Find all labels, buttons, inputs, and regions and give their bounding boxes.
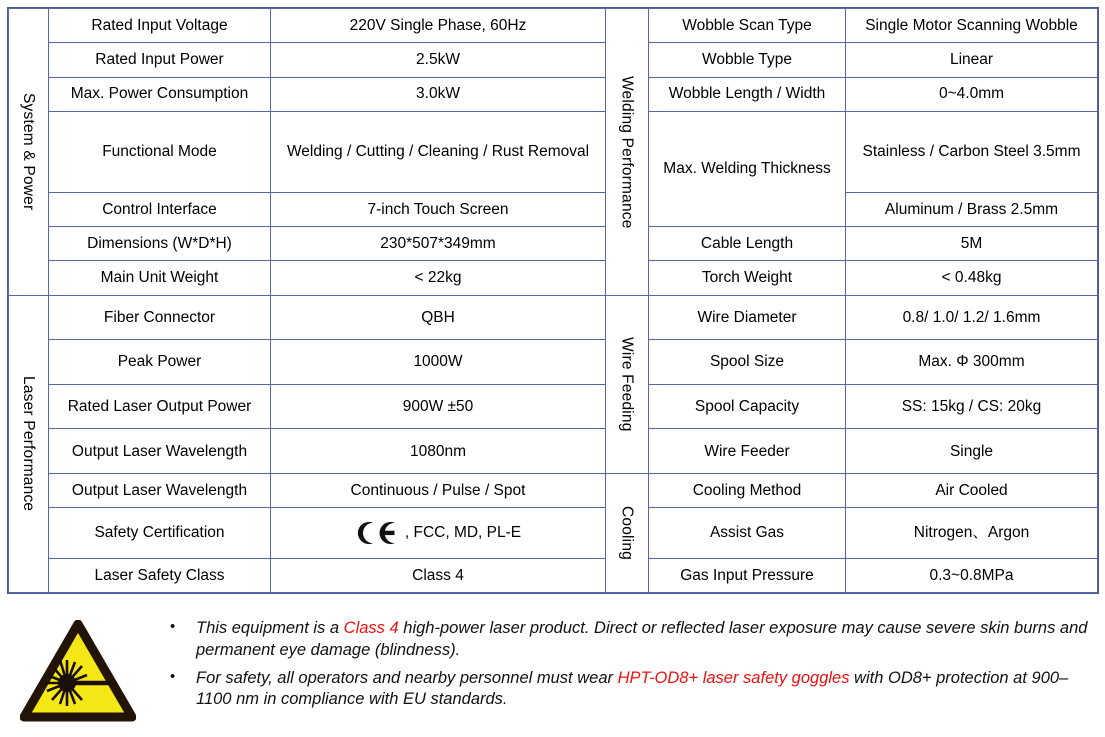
warning-text: high-power laser product. Direct or reflected laser exposure may cause severe skin burns and permanent eye damage (blindness).: [196, 619, 1088, 659]
specification-table-container: [8, 8, 1097, 593]
safety-warning-list: [136, 606, 1105, 717]
spec-value: 5M: [846, 227, 1098, 261]
spec-label: Spool Capacity: [649, 384, 846, 429]
spec-label: Dimensions (W*D*H): [49, 227, 271, 261]
spec-label: Gas Input Pressure: [649, 558, 846, 592]
spec-value: < 0.48kg: [846, 261, 1098, 295]
section-header-right: Wire Feeding: [606, 295, 649, 473]
spec-value: 0.8/ 1.0/ 1.2/ 1.6mm: [846, 295, 1098, 340]
section-header-left: System & Power: [9, 9, 49, 296]
spec-value: Nitrogen、Argon: [846, 508, 1098, 558]
table-row: [9, 429, 1098, 474]
spec-label: Spool Size: [649, 340, 846, 385]
spec-value: Max. Φ 300mm: [846, 340, 1098, 385]
spec-value: Aluminum / Brass 2.5mm: [846, 192, 1098, 226]
laser-radiation-hazard-icon: [20, 620, 136, 727]
table-row: [9, 43, 1098, 77]
spec-value: Class 4: [271, 558, 606, 592]
spec-label: Fiber Connector: [49, 295, 271, 340]
spec-value: 7-inch Touch Screen: [271, 192, 606, 226]
spec-value: [271, 508, 606, 558]
table-row: [9, 227, 1098, 261]
spec-value: Linear: [846, 43, 1098, 77]
table-row: [9, 384, 1098, 429]
spec-label: Output Laser Wavelength: [49, 474, 271, 508]
section-header-right: Cooling: [606, 474, 649, 593]
spec-value: 3.0kW: [271, 77, 606, 111]
spec-label: Torch Weight: [649, 261, 846, 295]
spec-value: 1080nm: [271, 429, 606, 474]
spec-value: 2.5kW: [271, 43, 606, 77]
spec-label: Rated Input Power: [49, 43, 271, 77]
spec-value: Stainless / Carbon Steel 3.5mm: [846, 111, 1098, 192]
table-row: [9, 558, 1098, 592]
spec-label: Wobble Scan Type: [649, 9, 846, 43]
warning-bullet: [152, 618, 1097, 662]
table-row: [9, 508, 1098, 558]
spec-label: Cooling Method: [649, 474, 846, 508]
spec-label: Max. Welding Thickness: [649, 111, 846, 226]
spec-label: Output Laser Wavelength: [49, 429, 271, 474]
table-row: [9, 192, 1098, 226]
spec-value: 900W ±50: [271, 384, 606, 429]
spec-label: Safety Certification: [49, 508, 271, 558]
safety-warning-block: [0, 606, 1105, 737]
table-row: [9, 295, 1098, 340]
spec-value-text: , FCC, MD, PL-E: [404, 524, 522, 542]
warning-highlight: HPT-OD8+ laser safety goggles: [617, 668, 850, 687]
warning-bullet: [152, 668, 1097, 712]
spec-label: Laser Safety Class: [49, 558, 271, 592]
spec-label: Control Interface: [49, 192, 271, 226]
spec-label: Cable Length: [649, 227, 846, 261]
spec-label: Wire Diameter: [649, 295, 846, 340]
spec-value: 0~4.0mm: [846, 77, 1098, 111]
spec-label: Rated Laser Output Power: [49, 384, 271, 429]
spec-value: Single: [846, 429, 1098, 474]
spec-label: Assist Gas: [649, 508, 846, 558]
specification-table: [8, 8, 1098, 593]
spec-value: 0.3~0.8MPa: [846, 558, 1098, 592]
table-row: [9, 77, 1098, 111]
spec-label: Rated Input Voltage: [49, 9, 271, 43]
spec-value: Welding / Cutting / Cleaning / Rust Removal: [271, 111, 606, 192]
spec-label: Functional Mode: [49, 111, 271, 192]
warning-text: with OD8+ protection at 900–1100 nm in compliance with EU standards.: [196, 668, 1069, 709]
spec-label: Peak Power: [49, 340, 271, 385]
warning-text: This equipment is a: [196, 619, 344, 637]
warning-text: For safety, all operators and nearby personnel must wear: [196, 668, 618, 687]
warning-highlight: Class 4: [343, 619, 399, 637]
spec-label: Wobble Length / Width: [649, 77, 846, 111]
section-header-right: Welding Performance: [606, 9, 649, 296]
spec-value: 1000W: [271, 340, 606, 385]
spec-value: Single Motor Scanning Wobble: [846, 9, 1098, 43]
spec-label: Wire Feeder: [649, 429, 846, 474]
spec-value: QBH: [271, 295, 606, 340]
table-row: [9, 261, 1098, 295]
table-row: [9, 9, 1098, 43]
spec-value: SS: 15kg / CS: 20kg: [846, 384, 1098, 429]
spec-value: Air Cooled: [846, 474, 1098, 508]
table-row: [9, 111, 1098, 192]
spec-value: 220V Single Phase, 60Hz: [271, 9, 606, 43]
spec-label: Wobble Type: [649, 43, 846, 77]
spec-value: 230*507*349mm: [271, 227, 606, 261]
table-row: [9, 474, 1098, 508]
table-row: [9, 340, 1098, 385]
spec-label: Main Unit Weight: [49, 261, 271, 295]
spec-label: Max. Power Consumption: [49, 77, 271, 111]
spec-value: < 22kg: [271, 261, 606, 295]
section-header-left: Laser Performance: [9, 295, 49, 592]
spec-value: Continuous / Pulse / Spot: [271, 474, 606, 508]
ce-mark-icon: [355, 520, 401, 546]
